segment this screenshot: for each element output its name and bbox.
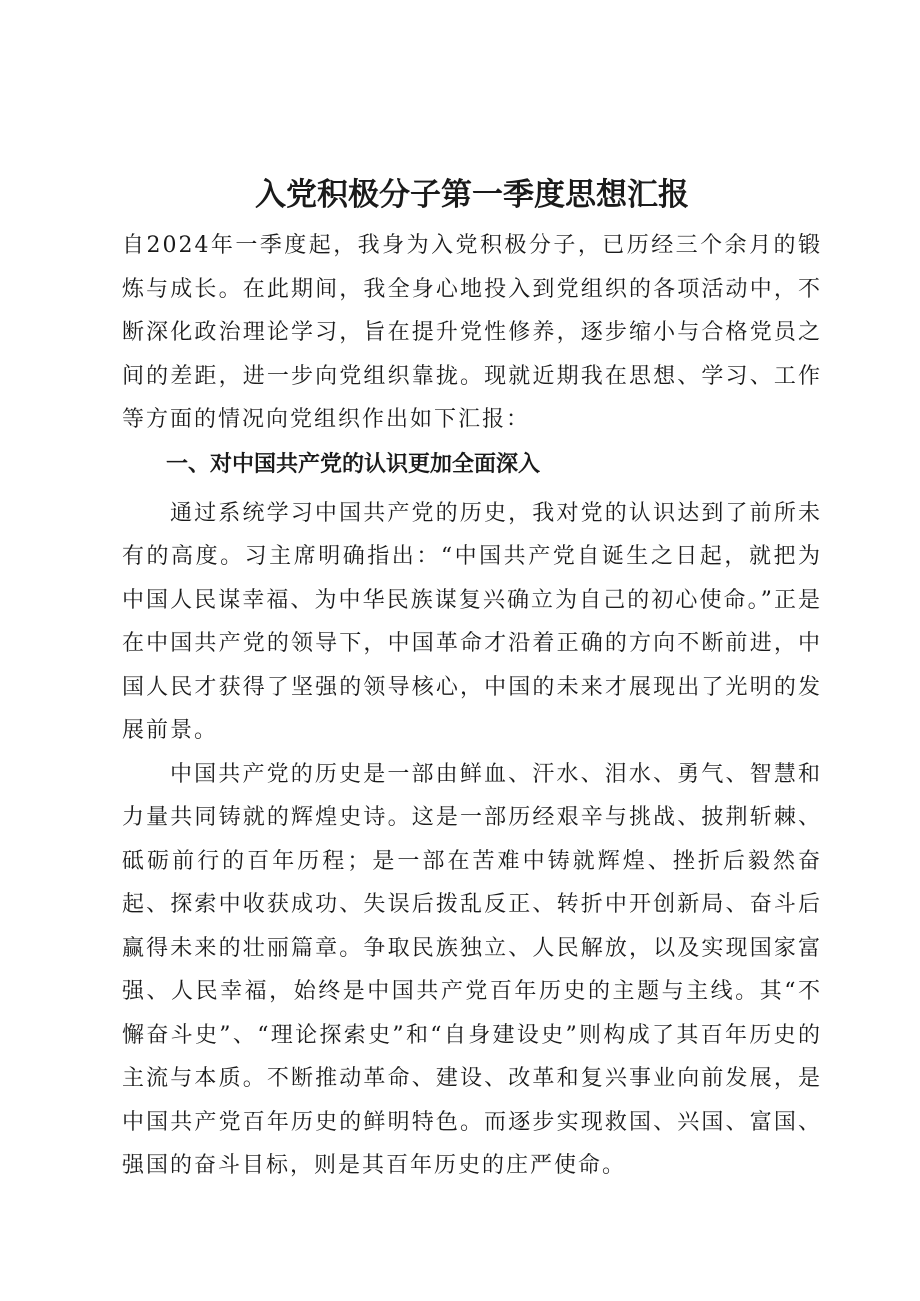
intro-paragraph: 自2024年一季度起，我身为入党积极分子，已历经三个余月的锻炼与成长。在此期间，我全身心地投入到党组织的各项活动中，不断深化政治理论学习，旨在提升党性修养，逐步缩小与合格党员之间的差距，进一步向党组织靠拢。现就近期我在思想、学习、工作等方面的情况向党组织作出如下汇报： [122,233,822,432]
document-page [122,170,822,1188]
body-paragraph-1: 通过系统学习中国共产党的历史，我对党的认识达到了前所未有的高度。习主席明确指出：“中国共产党自诞生之日起，就把为中国人民谋幸福、为中华民族谋复兴确立为自己的初心使命。”正是在中国共产党的领导下，中国革命才沿着正确的方向不断前进，中国人民才获得了坚强的领导核心，中国的未来才展现出了光明的发展前景。 [122,500,822,743]
section-heading-1: 一、对中国共产党的认识更加全面深入 [166,451,541,477]
document-title: 入党积极分子第一季度思想汇报 [255,177,689,213]
body-paragraph-2: 中国共产党的历史是一部由鲜血、汗水、泪水、勇气、智慧和力量共同铸就的辉煌史诗。这是一部历经艰辛与挑战、披荆斩棘、砥砺前行的百年历程；是一部在苦难中铸就辉煌、挫折后毅然奋起、探索中收获成功、失误后拨乱反正、转折中开创新局、奋斗后赢得未来的壮丽篇章。争取民族独立、人民解放，以及实现国家富强、人民幸福，始终是中国共产党百年历史的主题与主线。其“不懈奋斗史”、“理论探索史”和“自身建设史”则构成了其百年历史的主流与本质。不断推动革命、建设、改革和复兴事业向前发展，是中国共产党百年历史的鲜明特色。而逐步实现救国、兴国、富国、强国的奋斗目标，则是其百年历史的庄严使命。 [122,761,822,1178]
